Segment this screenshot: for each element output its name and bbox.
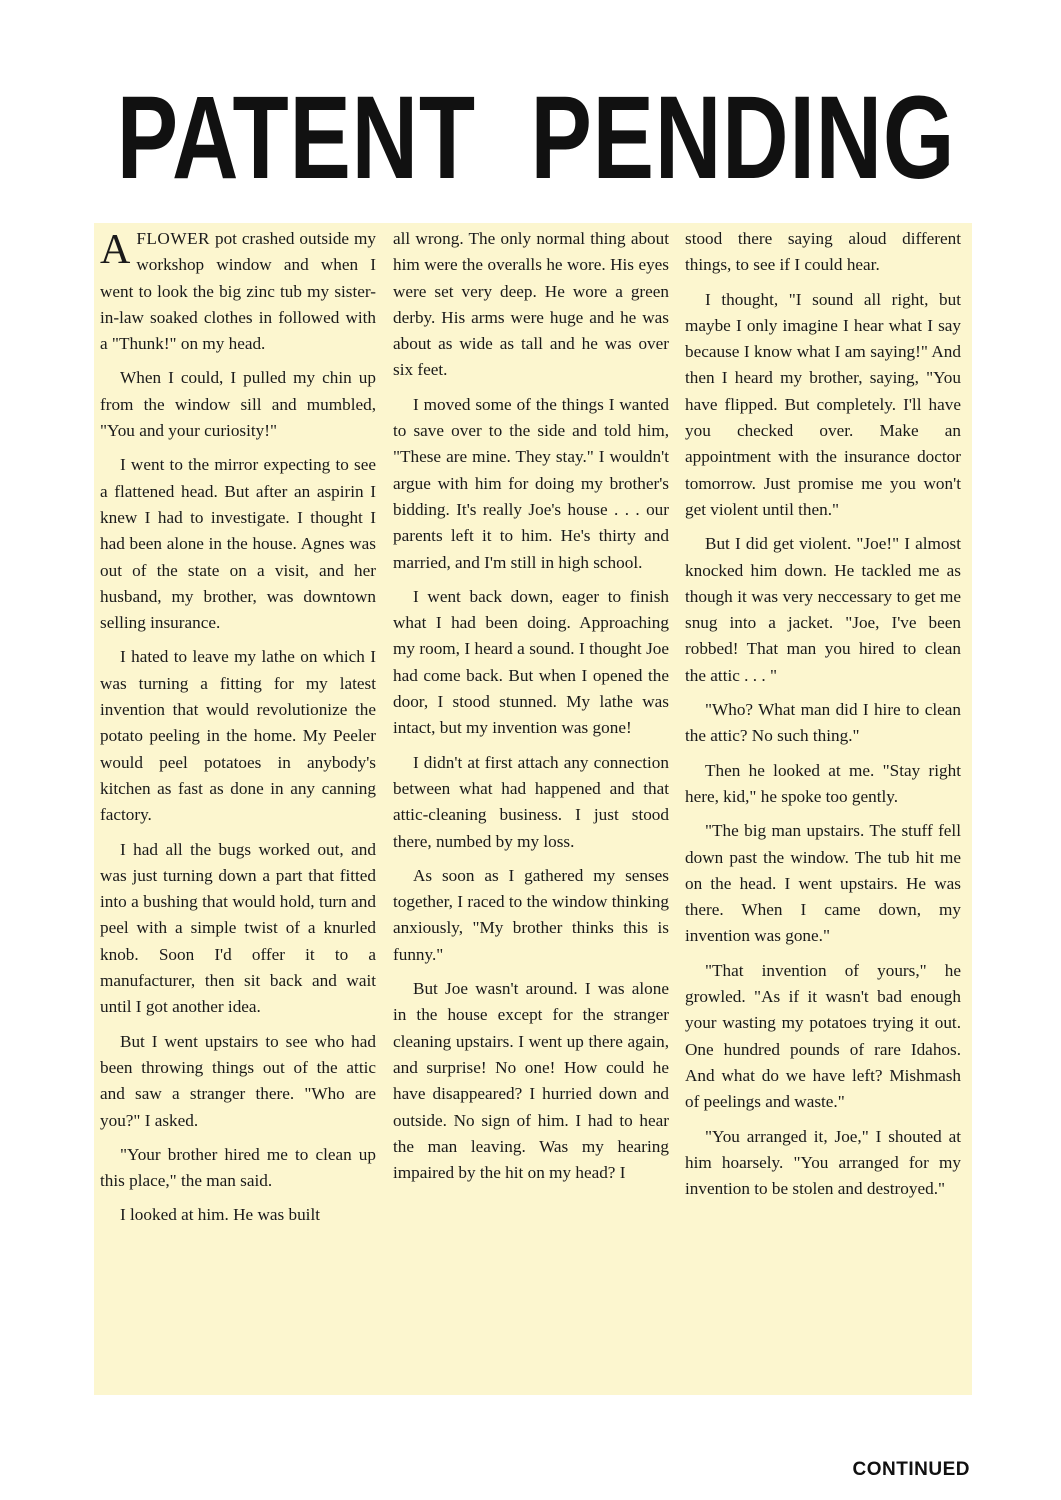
- paragraph: I went back down, eager to finish what I had been doing. Approaching my room, I heard a sound. I thought Joe had come back. But when I opened the door, I stood stunned. My lathe was intact, but my invention was gone!: [393, 586, 669, 738]
- paragraph: "Who? What man did I hire to clean the attic? No such thing.": [685, 700, 961, 746]
- paragraph-text: pot crashed outside my workshop window and when I went to look the big zinc tub my sister-in-law soaked clothes in followed with a "Thunk!" on my head.: [100, 229, 376, 354]
- paragraph: As soon as I gathered my senses together, I raced to the window thinking anxiously, "My brother thinks this is funny.": [393, 865, 669, 964]
- paragraph: I moved some of the things I wanted to save over to the side and told him, "These are mine. They stay." I wouldn't argue with him for doing my brother's bidding. It's really Joe's house . . . our parents left it to him. He's thirty and married, and I'm still in high school.: [393, 394, 669, 572]
- paragraph: I didn't at first attach any connection between what had happened and that attic-cleaning business. I just stood there, numbed by my loss.: [393, 752, 669, 851]
- title-word-pending: PENDING: [530, 72, 956, 204]
- continued-label: CONTINUED: [852, 1459, 970, 1480]
- column-2: [393, 226, 669, 1194]
- paragraph: I thought, "I sound all right, but maybe I only imagine I hear what I say because I know what I am saying!" And then I heard my brother, saying, "You have flipped. But completely. I'll have you checked over. Make an appointment with the insurance doctor tomorrow. Just promise me you won't get violent until then.": [685, 289, 961, 519]
- paragraph: I went to the mirror expecting to see a flattened head. But after an aspirin I knew I had to investigate. I thought I had been alone in the house. Agnes was out of the state on a visit, and her husband, my brother, was downtown selling insurance.: [100, 455, 376, 633]
- paragraph: "That invention of yours," he growled. "As if it wasn't bad enough your wasting my potatoes trying it out. One hundred pounds of rare Idahos. And what do we have left? Mishmash of peelings and waste.": [685, 960, 961, 1112]
- paragraph: [100, 226, 376, 357]
- story-title: [116, 72, 956, 204]
- paragraph: But Joe wasn't around. I was alone in the house except for the stranger cleaning upstairs. I went up there again, and surprise! No one! How could he have disappeared? I hurried down and outside. No sign of him. I had to hear the man leaving. Was my hearing impaired by the hit on my head? I: [393, 979, 669, 1183]
- opening-caps: FLOWER: [136, 229, 210, 248]
- paragraph: When I could, I pulled my chin up from the window sill and mumbled, "You and your curiosity!": [100, 368, 376, 441]
- paragraph: I had all the bugs worked out, and was just turning down a part that fitted into a bushing that would hold, turn and peel with a simple twist of a knurled knob. Soon I'd offer it to a manufacturer, then sit back and wait until I got another idea.: [100, 839, 376, 1017]
- paragraph: But I did get violent. "Joe!" I almost knocked him down. He tackled me as though it was very neccessary to get me snug into a jacket. "Joe, I've been robbed! That man you hired to clean the attic . . . ": [685, 534, 961, 685]
- paragraph: Then he looked at me. "Stay right here, kid," he spoke too gently.: [685, 760, 961, 806]
- column-1: [100, 226, 376, 1237]
- drop-cap: A: [100, 227, 131, 273]
- paragraph: I hated to leave my lathe on which I was turning a fitting for my latest invention that would revolutionize the potato peeling in the home. My Peeler would peel potatoes in anybody's kitchen as fast as done in any canning factory.: [100, 647, 376, 825]
- paragraph: stood there saying aloud different things, to see if I could hear.: [685, 229, 961, 275]
- paragraph: "Your brother hired me to clean up this place," the man said.: [100, 1144, 376, 1191]
- column-3: [685, 226, 961, 1210]
- paragraph: all wrong. The only normal thing about him were the overalls he wore. His eyes were set very deep. He wore a green derby. His arms were huge and he was about as wide as tall and he was over six feet.: [393, 229, 669, 380]
- paragraph: "You arranged it, Joe," I shouted at him hoarsely. "You arranged for my invention to be stolen and destroyed.": [685, 1126, 961, 1199]
- title-word-patent: PATENT: [116, 72, 476, 204]
- paragraph: "The big man upstairs. The stuff fell down past the window. The tub hit me on the head. I went upstairs. He was there. When I came down, my invention was gone.": [685, 821, 961, 946]
- paragraph: I looked at him. He was built: [120, 1205, 321, 1225]
- paragraph: But I went upstairs to see who had been throwing things out of the attic and saw a stranger there. "Who are you?" I asked.: [100, 1031, 376, 1130]
